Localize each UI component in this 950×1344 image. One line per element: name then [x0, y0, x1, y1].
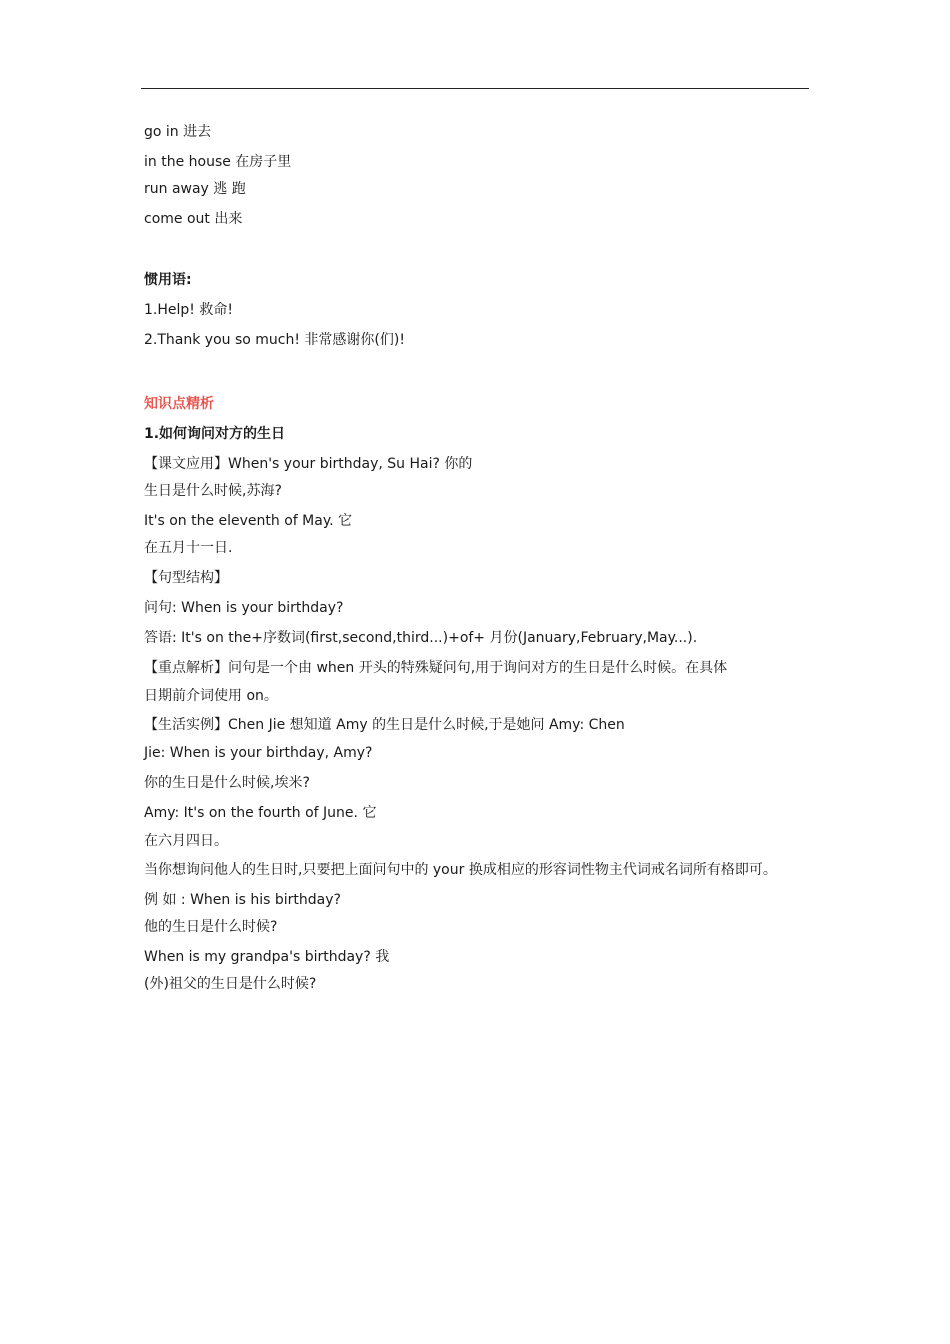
text-line: Amy: It's on the fourth of June. 它: [144, 805, 377, 821]
text-line: 答语: It's on the+序数词(first,second,third...)+of+ 月份(January,February,May...).: [144, 630, 698, 646]
text-line: When is my grandpa's birthday? 我: [144, 949, 390, 965]
idiom-help: 1.Help! 救命!: [144, 302, 233, 318]
phrase-run-away: run away 逃 跑: [144, 181, 246, 197]
text-line: It's on the eleventh of May. 它: [144, 513, 353, 529]
text-line: 问句: When is your birthday?: [144, 600, 344, 616]
phrase-come-out: come out 出来: [144, 211, 243, 227]
text-line: 【生活实例】Chen Jie 想知道 Amy 的生日是什么时候,于是她问 Amy: Chen: [144, 717, 625, 733]
text-line: 在五月十一日.: [144, 540, 233, 556]
text-line: 在六月四日。: [144, 833, 228, 849]
text-line: 【重点解析】问句是一个由 when 开头的特殊疑问句,用于询问对方的生日是什么时候。在具体: [144, 660, 728, 676]
text-line: 日期前介词使用 on。: [144, 688, 278, 704]
text-line: 生日是什么时候,苏海?: [144, 483, 282, 499]
text-line: (外)祖父的生日是什么时候?: [144, 976, 317, 992]
text-line: 你的生日是什么时候,埃米?: [144, 775, 310, 791]
text-line: 【课文应用】When's your birthday, Su Hai? 你的: [144, 456, 473, 472]
text-line: Jie: When is your birthday, Amy?: [144, 745, 373, 761]
point-title: 1.如何询问对方的生日: [144, 426, 286, 442]
idiom-thank-you: 2.Thank you so much! 非常感谢你(们)!: [144, 332, 405, 348]
text-line: 当你想询问他人的生日时,只要把上面问句中的 your 换成相应的形容词性物主代词戒名词所有格即可。: [144, 862, 777, 878]
knowledge-heading: 知识点精析: [144, 396, 214, 412]
phrase-in-the-house: in the house 在房子里: [144, 154, 292, 170]
text-line: 【句型结构】: [144, 570, 228, 586]
phrase-go-in: go in 进去: [144, 124, 212, 140]
text-line: 他的生日是什么时候?: [144, 919, 278, 935]
header-rule: [141, 88, 809, 89]
idioms-heading: 惯用语:: [144, 272, 192, 288]
text-line: 例 如 : When is his birthday?: [144, 892, 341, 908]
